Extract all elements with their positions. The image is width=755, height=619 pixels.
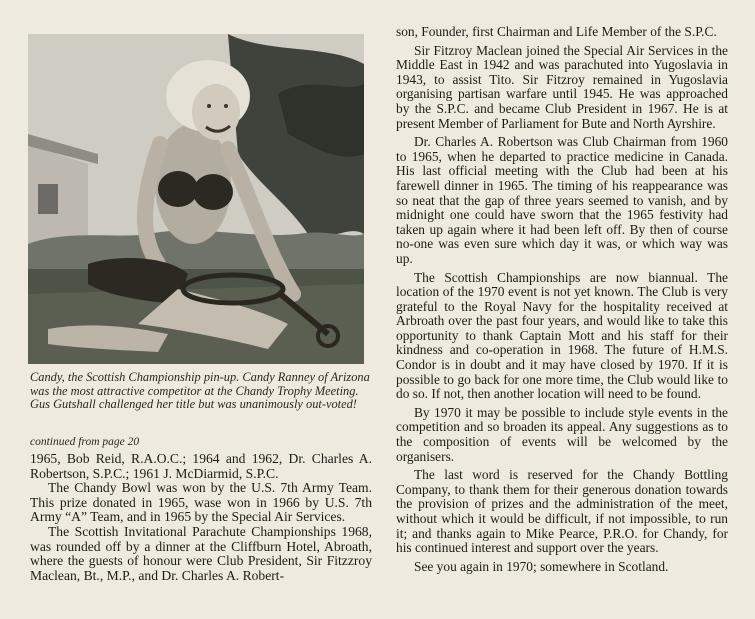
right-paragraph-6: The last word is reserved for the Chandy Bottling Company, to thank them for their generous donation towards the provision of prizes and the administration of the meet, without which it would be difficult, if not impossible, to run it; and thanks again to Mike Pearce, P.R.O. for Chandy, for his continued interest and support over the years. [396,467,728,556]
photo-illustration [28,34,364,364]
right-paragraph-5: By 1970 it may be possible to include style events in the competition and so broaden its appeal. Any suggestions as to the composition of events will be welcomed by the organisers. [396,404,728,464]
right-paragraph-4: The Scottish Championships are now biannual. The location of the 1970 event is not yet known. The Club is very grateful to the Royal Navy for the hospitality received at Arbroath over the past four years, and would like to take this opportunity to thank Captain Mott and his staff for their kindness and co-operation in 1968. The future of H.M.S. Condor is in doubt and it may have closed by 1970. If it is possible to go back for one more time, the Club would like to do so. If not, then another location will need to be found. [396,269,728,402]
left-column [30,452,372,583]
right-paragraph-2: Sir Fitzroy Maclean joined the Special Air Services in the Middle East in 1942 and was parachuted into Yugoslavia in 1943, to assist Tito. Sir Fitzroy remained in Yugoslavia organising partisan warfare until 1945. He was approached by the S.P.C. and became Club President in 1967. He is at present Member of Parliament for Bute and North Ayrshire. [396,42,728,131]
left-paragraph-3: The Scottish Invitational Parachute Championships 1968, was rounded off by a dinner at the Cliffburn Hotel, Abroath, where the guests of honour were Club President, Sir Fitzzroy Maclean, Bt., M.P., and Dr. Charles A. Robert- [30,523,372,583]
right-paragraph-3: Dr. Charles A. Robertson was Club Chairman from 1960 to 1965, when he departed to practice medicine in Canada. His last official meeting with the Club had been at his farewell dinner in 1965. The timing of his reappearance was so neat that the gap of three years seemed to vanish, and by midnight one could have sworn that the 1965 festivity had taken up again where it had been left off. By then of course no-one was even sure which day it was, or which way was up. [396,134,728,266]
left-paragraph-1: 1965, Bob Reid, R.A.O.C.; 1964 and 1962, Dr. Charles A. Robertson, S.P.C.; 1961 J. McDiarmid, S.P.C. [30,451,372,481]
right-paragraph-7: See you again in 1970; somewhere in Scotland. [414,558,669,574]
photo-caption [30,371,370,412]
caption-text: Candy, the Scottish Championship pin-up. Candy Ranney of Arizona was the most attractive competitor at the Chandy Trophy Meeting. Gus Gutshall challenged her title but was unanimously out-voted! [30,370,370,412]
left-paragraph-2: The Chandy Bowl was won by the U.S. 7th Army Team. This prize donated in 1965, wase won in 1966 by U.S. 7th Army “A” Team, and in 1965 by the Special Air Services. [30,480,372,525]
right-column [396,25,728,574]
continued-note: continued from page 20 [30,436,140,448]
photo-candy-ranney [28,34,364,364]
right-paragraph-1: son, Founder, first Chairman and Life Member of the S.P.C. [396,24,717,39]
